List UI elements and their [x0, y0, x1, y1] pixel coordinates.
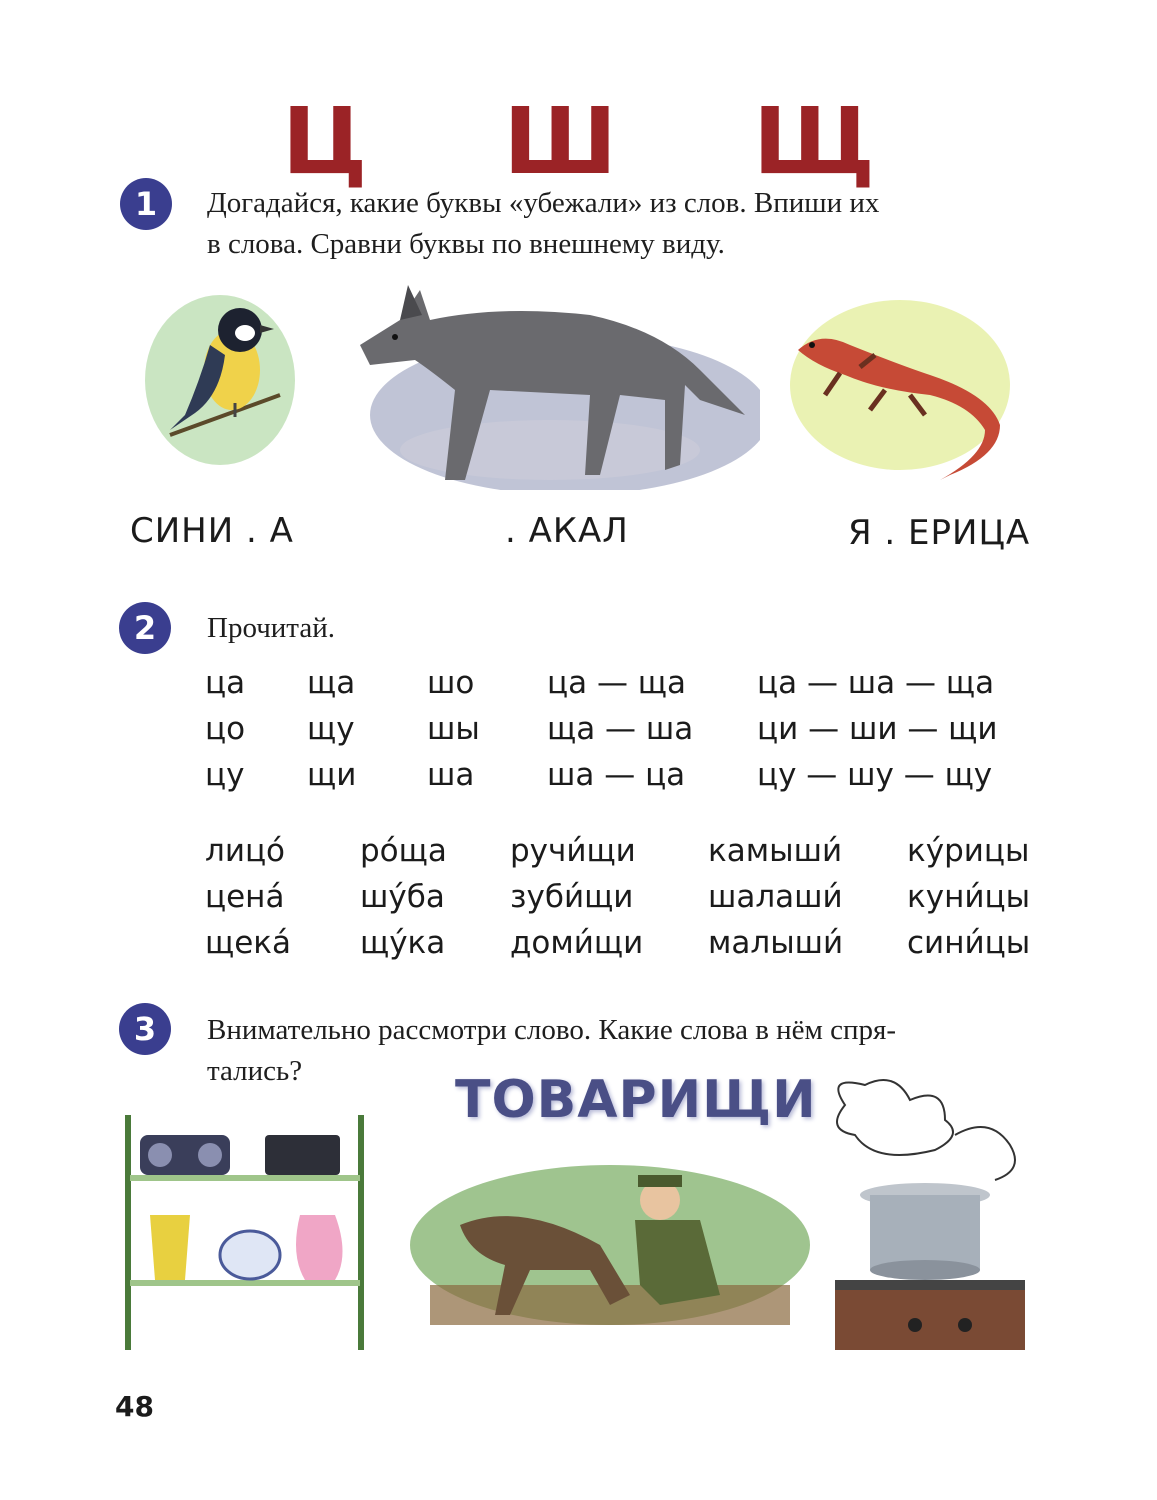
syllable: щу — [307, 711, 355, 747]
syllable-pair: ща — ша — [547, 711, 694, 747]
reading-word: зуби́щи — [510, 879, 634, 915]
syllable: щи — [307, 757, 357, 793]
reading-word: щу́ка — [360, 925, 446, 961]
reading-word: малыши́ — [708, 925, 844, 961]
word-with-gap: СИНИ . А — [130, 511, 294, 551]
hidden-word-title: ТОВАРИЩИ — [455, 1070, 817, 1130]
task1-instruction — [207, 183, 879, 265]
word-with-gap: . АКАЛ — [505, 511, 629, 551]
syllable: ша — [427, 757, 475, 793]
syllable-triple: цу — шу — щу — [757, 757, 993, 793]
task-number-badge: 2 — [119, 602, 171, 654]
lizard-illustration — [790, 295, 1020, 490]
reading-word: куни́цы — [907, 879, 1031, 915]
task-number-badge: 3 — [119, 1003, 171, 1055]
syllable-pair: ца — ща — [547, 665, 687, 701]
page-title: Ц Ш Щ — [281, 88, 928, 195]
page-number: 48 — [115, 1390, 154, 1423]
task1-instruction-line: Догадайся, какие буквы «убежали» из слов. Впиши их — [207, 187, 880, 219]
task1-instruction-line: в слова. Сравни буквы по внешнему виду. — [207, 228, 725, 260]
syllable-pair: ша — ца — [547, 757, 686, 793]
syllable-triple: ци — ши — щи — [757, 711, 998, 747]
reading-word: камыши́ — [708, 833, 843, 869]
task3-instruction-line: Внимательно рассмотри слово. Какие слова в нём спря- — [207, 1014, 897, 1046]
reading-word: ро́ща — [360, 833, 447, 869]
task-number-badge: 1 — [120, 178, 172, 230]
reading-word: сини́цы — [907, 925, 1031, 961]
reading-word: доми́щи — [510, 925, 644, 961]
pot-on-stove-illustration — [815, 1075, 1030, 1350]
reading-word: ручи́щи — [510, 833, 636, 869]
syllable: шы — [427, 711, 480, 747]
syllable-triple: ца — ша — ща — [757, 665, 995, 701]
reading-word: лицо́ — [205, 833, 286, 869]
reading-word: щека́ — [205, 925, 291, 961]
reading-word: шу́ба — [360, 879, 445, 915]
titmouse-illustration — [140, 285, 300, 470]
soldier-with-dog-illustration — [410, 1165, 810, 1325]
syllable: ца — [205, 665, 246, 701]
jackal-illustration — [340, 275, 760, 490]
syllable: цу — [205, 757, 245, 793]
reading-word: ку́рицы — [907, 833, 1030, 869]
syllable: ща — [307, 665, 356, 701]
reading-word: шалаши́ — [708, 879, 843, 915]
word-with-gap: Я . ЕРИЦА — [848, 513, 1031, 553]
task3-instruction-line: тались? — [207, 1055, 303, 1087]
reading-word: цена́ — [205, 879, 285, 915]
syllable: цо — [205, 711, 246, 747]
task2-instruction: Прочитай. — [207, 612, 335, 644]
shop-shelf-illustration — [120, 1115, 370, 1350]
syllable: шо — [427, 665, 475, 701]
